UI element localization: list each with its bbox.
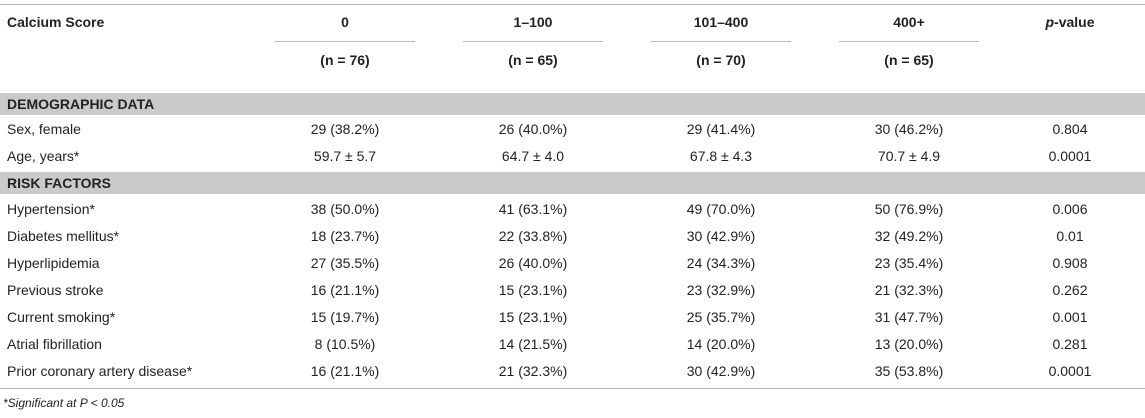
row-value: 67.8 ± 4.3 xyxy=(689,148,753,164)
row-value: 22 (33.8%) xyxy=(498,228,568,244)
row-value: 32 (49.2%) xyxy=(874,228,944,244)
section-title: RISK FACTORS xyxy=(7,175,111,191)
row-value: 23 (35.4%) xyxy=(874,255,944,271)
header-underline-3 xyxy=(839,41,979,42)
row-value: 15 (19.7%) xyxy=(310,309,380,325)
header-n-2: (n = 70) xyxy=(696,52,746,68)
header-underline-1 xyxy=(463,41,603,42)
row-label: Prior coronary artery disease* xyxy=(7,363,193,379)
row-value: 25 (35.7%) xyxy=(686,309,756,325)
row-value: 31 (47.7%) xyxy=(874,309,944,325)
row-value: 21 (32.3%) xyxy=(498,363,568,379)
header-underline-2 xyxy=(651,41,791,42)
row-value: 23 (32.9%) xyxy=(686,282,756,298)
header-calcium-score: Calcium Score xyxy=(7,14,105,30)
row-p-value: 0.281 xyxy=(1052,336,1088,352)
row-label: Diabetes mellitus* xyxy=(7,228,120,244)
section-header-risk-factors xyxy=(0,172,1145,194)
header-group-400-plus: 400+ xyxy=(893,14,925,30)
table-row xyxy=(0,224,1145,249)
row-label: Sex, female xyxy=(7,121,81,137)
table-footnote: *Significant at P < 0.05 xyxy=(3,396,125,410)
row-p-value: 0.0001 xyxy=(1048,148,1092,164)
row-p-value: 0.006 xyxy=(1052,201,1088,217)
row-p-value: 0.804 xyxy=(1052,121,1088,137)
row-value: 29 (38.2%) xyxy=(310,121,380,137)
row-p-value: 0.01 xyxy=(1056,228,1084,244)
row-label: Age, years* xyxy=(7,148,80,164)
row-value: 18 (23.7%) xyxy=(310,228,380,244)
row-value: 24 (34.3%) xyxy=(686,255,756,271)
row-value: 64.7 ± 4.0 xyxy=(501,148,565,164)
row-value: 29 (41.4%) xyxy=(686,121,756,137)
table-row xyxy=(0,305,1145,330)
row-label: Atrial fibrillation xyxy=(7,336,102,352)
row-value: 21 (32.3%) xyxy=(874,282,944,298)
header-n-0: (n = 76) xyxy=(320,52,370,68)
section-title: DEMOGRAPHIC DATA xyxy=(7,96,155,112)
row-value: 8 (10.5%) xyxy=(314,336,376,352)
row-p-value: 0.001 xyxy=(1052,309,1088,325)
row-p-value: 0.0001 xyxy=(1048,363,1092,379)
row-label: Previous stroke xyxy=(7,282,104,298)
table-row xyxy=(0,197,1145,222)
row-label: Current smoking* xyxy=(7,309,116,325)
header-p-value xyxy=(1000,14,1140,30)
header-group-101-400: 101–400 xyxy=(693,14,749,30)
header-group-1-100: 1–100 xyxy=(513,14,553,30)
row-value: 26 (40.0%) xyxy=(498,255,568,271)
row-value: 59.7 ± 5.7 xyxy=(313,148,377,164)
row-value: 15 (23.1%) xyxy=(498,282,568,298)
row-value: 30 (46.2%) xyxy=(874,121,944,137)
table-row xyxy=(0,359,1145,384)
table-row xyxy=(0,278,1145,303)
table-top-rule xyxy=(0,4,1145,5)
row-p-value: 0.262 xyxy=(1052,282,1088,298)
row-label: Hyperlipidemia xyxy=(7,255,100,271)
row-value: 49 (70.0%) xyxy=(686,201,756,217)
table-bottom-rule xyxy=(0,388,1145,389)
table-row xyxy=(0,332,1145,357)
header-group-0: 0 xyxy=(341,14,349,30)
row-value: 50 (76.9%) xyxy=(874,201,944,217)
row-value: 70.7 ± 4.9 xyxy=(877,148,941,164)
section-header-demographic xyxy=(0,93,1145,115)
row-value: 41 (63.1%) xyxy=(498,201,568,217)
header-p-italic: p xyxy=(1045,14,1055,30)
table-row xyxy=(0,251,1145,276)
header-n-3: (n = 65) xyxy=(884,52,934,68)
row-value: 14 (21.5%) xyxy=(498,336,568,352)
row-value: 26 (40.0%) xyxy=(498,121,568,137)
row-label: Hypertension* xyxy=(7,201,95,217)
header-p-suffix: -value xyxy=(1054,14,1095,30)
row-value: 16 (21.1%) xyxy=(310,282,380,298)
row-value: 13 (20.0%) xyxy=(874,336,944,352)
row-value: 30 (42.9%) xyxy=(686,228,756,244)
row-value: 14 (20.0%) xyxy=(686,336,756,352)
row-value: 38 (50.0%) xyxy=(310,201,380,217)
row-value: 27 (35.5%) xyxy=(310,255,380,271)
row-value: 15 (23.1%) xyxy=(498,309,568,325)
row-value: 30 (42.9%) xyxy=(686,363,756,379)
table-row xyxy=(0,117,1145,142)
row-value: 35 (53.8%) xyxy=(874,363,944,379)
header-n-1: (n = 65) xyxy=(508,52,558,68)
header-underline-0 xyxy=(275,41,415,42)
row-p-value: 0.908 xyxy=(1052,255,1088,271)
table-row xyxy=(0,144,1145,169)
row-value: 16 (21.1%) xyxy=(310,363,380,379)
